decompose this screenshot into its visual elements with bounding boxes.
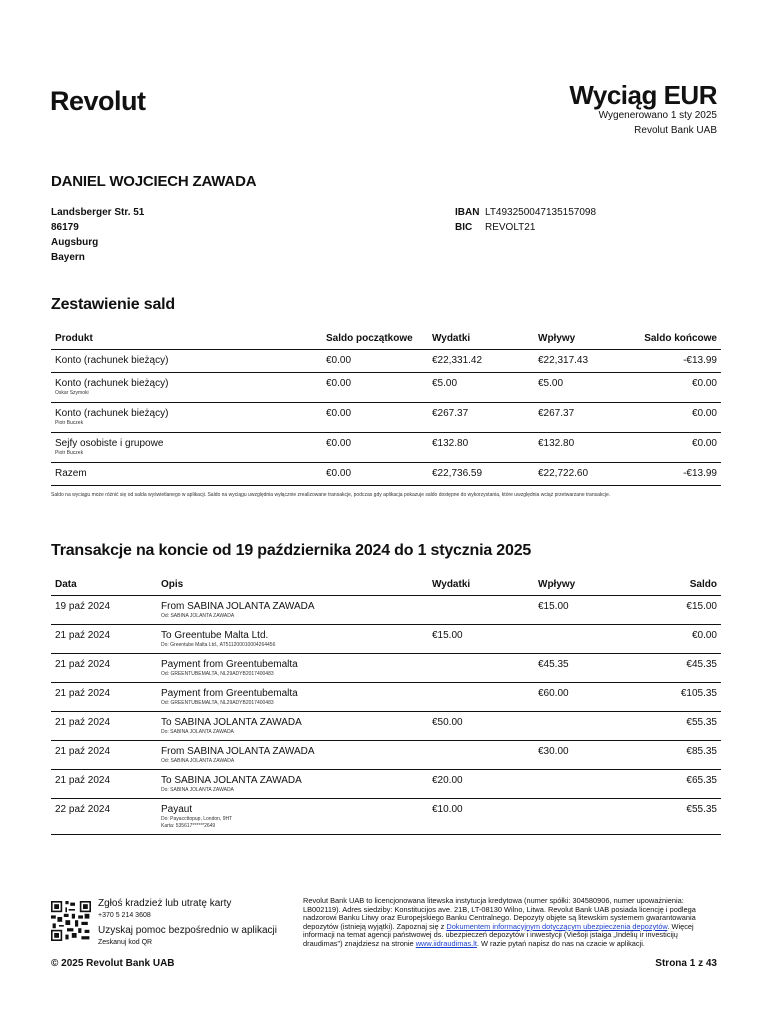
tx-counterparty: Od: GREENTUBEMALTA, NL29ADYB2017400483 — [161, 671, 274, 677]
tx-description: Payment from Greentubemalta — [161, 688, 298, 699]
tx-balance: €0.00 — [640, 625, 721, 654]
column-header: Wpływy — [534, 573, 640, 596]
transactions-title: Transakcje na koncie od 19 października 2024 do 1 stycznia 2025 — [51, 542, 532, 559]
inflow: €132.80 — [534, 433, 640, 463]
revolut-logo: Revolut — [50, 86, 146, 116]
inflow: €267.37 — [534, 403, 640, 433]
column-header: Data — [51, 573, 157, 596]
customer-name: DANIEL WOJCIECH ZAWADA — [51, 173, 257, 190]
tx-outflow — [428, 654, 534, 683]
tx-inflow — [534, 625, 640, 654]
column-header: Produkt — [51, 327, 322, 350]
tx-card: Karta: 535617******2649 — [161, 823, 216, 829]
table-row — [51, 596, 721, 625]
tx-balance: €105.35 — [640, 683, 721, 712]
tx-balance: €85.35 — [640, 741, 721, 770]
table-row — [51, 770, 721, 799]
opening-balance: €0.00 — [322, 350, 428, 373]
tx-inflow: €30.00 — [534, 741, 640, 770]
tx-counterparty: Do: SABINA JOLANTA ZAWADA — [161, 729, 234, 735]
statement-title: Wyciąg EUR — [569, 80, 717, 110]
closing-balance: -€13.99 — [640, 463, 721, 486]
tx-description: To SABINA JOLANTA ZAWADA — [161, 717, 302, 728]
legal-disclaimer — [303, 897, 717, 949]
tx-counterparty: Do: Payaccttopup, London, 9HT — [161, 816, 233, 822]
tx-balance: €15.00 — [640, 596, 721, 625]
tx-outflow — [428, 741, 534, 770]
page-number: Strona 1 z 43 — [655, 958, 717, 969]
opening-balance: €0.00 — [322, 463, 428, 486]
tx-description: Payaut — [161, 804, 193, 815]
account-details — [455, 205, 596, 235]
table-row — [51, 350, 721, 373]
table-header-row — [51, 573, 721, 596]
tx-description: To SABINA JOLANTA ZAWADA — [161, 775, 302, 786]
tx-counterparty: Do: SABINA JOLANTA ZAWADA — [161, 787, 234, 793]
product-name: Konto (rachunek bieżący) — [55, 408, 169, 419]
tx-date: 21 paź 2024 — [51, 683, 157, 712]
product-name: Sejfy osobiste i grupowe — [55, 438, 164, 449]
table-row — [51, 433, 721, 463]
report-card-label: Zgłoś kradzież lub utratę karty — [98, 898, 232, 909]
transactions-table — [51, 573, 721, 835]
legal-text: . W razie pytań napisz do nas na czacie w aplikacji. — [476, 938, 645, 948]
customer-address — [51, 205, 144, 265]
outflow: €5.00 — [428, 373, 534, 403]
copyright: © 2025 Revolut Bank UAB — [51, 958, 175, 969]
inflow: €22,317.43 — [534, 350, 640, 373]
closing-balance: €0.00 — [640, 373, 721, 403]
iban-label: IBAN — [455, 207, 480, 218]
product-owner: Piotr Buczek — [55, 450, 84, 456]
iidraudimas-link[interactable]: www.iidraudimas.lt — [415, 938, 477, 948]
tx-counterparty: Do: Greentube Malta Ltd., AT511200010004264456 — [161, 642, 276, 648]
column-header: Opis — [157, 573, 428, 596]
outflow: €22,331.42 — [428, 350, 534, 373]
table-row — [51, 799, 721, 835]
product-owner: Oskar Szymoki — [55, 390, 89, 396]
opening-balance: €0.00 — [322, 403, 428, 433]
tx-counterparty: Od: SABINA JOLANTA ZAWADA — [161, 613, 235, 619]
inflow: €22,722.60 — [534, 463, 640, 486]
tx-balance: €55.35 — [640, 799, 721, 835]
opening-balance: €0.00 — [322, 373, 428, 403]
closing-balance: -€13.99 — [640, 350, 721, 373]
column-header: Saldo początkowe — [322, 327, 428, 350]
closing-balance: €0.00 — [640, 433, 721, 463]
bic-label: BIC — [455, 222, 473, 233]
tx-outflow — [428, 596, 534, 625]
opening-balance: €0.00 — [322, 433, 428, 463]
column-header: Wpływy — [534, 327, 640, 350]
product-name: Razem — [55, 468, 87, 479]
balance-note: Saldo na wyciągu może różnić się od salda wyświetlanego w aplikacji. Saldo na wyciągu uwzględnia wyłącznie zrealizowane transakcje, podczas gdy aplikacja pokazuje saldo dostępne do wykorzystania, które uwzględnia wciąż przetwarzane transakcje. — [51, 492, 611, 498]
table-row — [51, 654, 721, 683]
table-header-row — [51, 327, 721, 350]
tx-balance: €45.35 — [640, 654, 721, 683]
tx-inflow: €45.35 — [534, 654, 640, 683]
table-row — [51, 625, 721, 654]
tx-balance: €55.35 — [640, 712, 721, 741]
app-help-label: Uzyskaj pomoc bezpośrednio w aplikacji — [98, 925, 277, 936]
closing-balance: €0.00 — [640, 403, 721, 433]
product-name: Konto (rachunek bieżący) — [55, 378, 169, 389]
outflow: €267.37 — [428, 403, 534, 433]
outflow: €132.80 — [428, 433, 534, 463]
tx-date: 19 paź 2024 — [51, 596, 157, 625]
tx-inflow — [534, 799, 640, 835]
column-header: Wydatki — [428, 327, 534, 350]
tx-description: To Greentube Malta Ltd. — [161, 630, 269, 641]
tx-outflow: €15.00 — [428, 625, 534, 654]
table-total-row — [51, 463, 721, 486]
tx-outflow: €20.00 — [428, 770, 534, 799]
outflow: €22,736.59 — [428, 463, 534, 486]
generated-date: Wygenerowano 1 sty 2025 — [598, 110, 717, 121]
table-row — [51, 403, 721, 433]
tx-inflow: €60.00 — [534, 683, 640, 712]
table-row — [51, 741, 721, 770]
help-block — [98, 898, 277, 949]
table-row — [51, 373, 721, 403]
column-header: Saldo — [640, 573, 721, 596]
column-header: Saldo końcowe — [640, 327, 721, 350]
tx-description: From SABINA JOLANTA ZAWADA — [161, 746, 315, 757]
balances-title: Zestawienie sald — [51, 296, 175, 313]
table-row — [51, 712, 721, 741]
balances-table — [51, 327, 721, 486]
tx-counterparty: Od: GREENTUBEMALTA, NL29ADYB2017400483 — [161, 700, 274, 706]
bank-name: Revolut Bank UAB — [634, 125, 717, 136]
address-line: 86179 — [51, 222, 79, 233]
tx-date: 21 paź 2024 — [51, 625, 157, 654]
product-name: Konto (rachunek bieżący) — [55, 355, 169, 366]
tx-counterparty: Od: SABINA JOLANTA ZAWADA — [161, 758, 235, 764]
legal-text: Revolut Bank UAB to licencjonowana litewska instytucja kredytowa (numer spółki: 304580906, numer upoważnienia: LB002119). Adres siedziby: Konstitucijos ave. 21B, LT-08130 Wilno, Litwa. Revolut Bank UAB posiada licencję i podlega nadzorowi Banku Litwy oraz Europejskiego Banku Centralnego. Depozyty objęte są litewskim systemem gwarantowania depozytów (istnieją wyjątki). Zapoznaj się z — [303, 896, 696, 931]
qr-code-icon[interactable] — [51, 901, 91, 941]
tx-inflow — [534, 770, 640, 799]
deposit-insurance-link[interactable]: Dokumentem informacyjnym dotyczącym ubezpieczenia depozytów — [446, 921, 668, 931]
tx-inflow — [534, 712, 640, 741]
column-header: Wydatki — [428, 573, 534, 596]
legal-text: . Więcej informacji na temat agencji państwowej ds. ubezpieczeń depozytów i inwestycji (Viešoji įstaiga „Indėlių ir investicijų draudimas") znajdziesz na stronie — [303, 921, 694, 948]
tx-date: 21 paź 2024 — [51, 741, 157, 770]
tx-description: Payment from Greentubemalta — [161, 659, 298, 670]
scan-qr-label: Zeskanuj kod QR — [98, 939, 153, 946]
tx-date: 21 paź 2024 — [51, 712, 157, 741]
tx-inflow: €15.00 — [534, 596, 640, 625]
iban-value: LT493250047135157098 — [485, 207, 597, 218]
tx-date: 21 paź 2024 — [51, 770, 157, 799]
inflow: €5.00 — [534, 373, 640, 403]
tx-date: 21 paź 2024 — [51, 654, 157, 683]
address-line: Landsberger Str. 51 — [51, 207, 145, 218]
address-line: Augsburg — [51, 237, 99, 248]
tx-outflow — [428, 683, 534, 712]
bic-value: REVOLT21 — [485, 222, 536, 233]
phone-number[interactable]: +370 5 214 3608 — [98, 912, 151, 919]
tx-description: From SABINA JOLANTA ZAWADA — [161, 601, 315, 612]
tx-date: 22 paź 2024 — [51, 799, 157, 835]
tx-outflow: €50.00 — [428, 712, 534, 741]
product-owner: Piotr Buczek — [55, 420, 84, 426]
address-line: Bayern — [51, 252, 85, 263]
tx-outflow: €10.00 — [428, 799, 534, 835]
table-row — [51, 683, 721, 712]
tx-balance: €65.35 — [640, 770, 721, 799]
